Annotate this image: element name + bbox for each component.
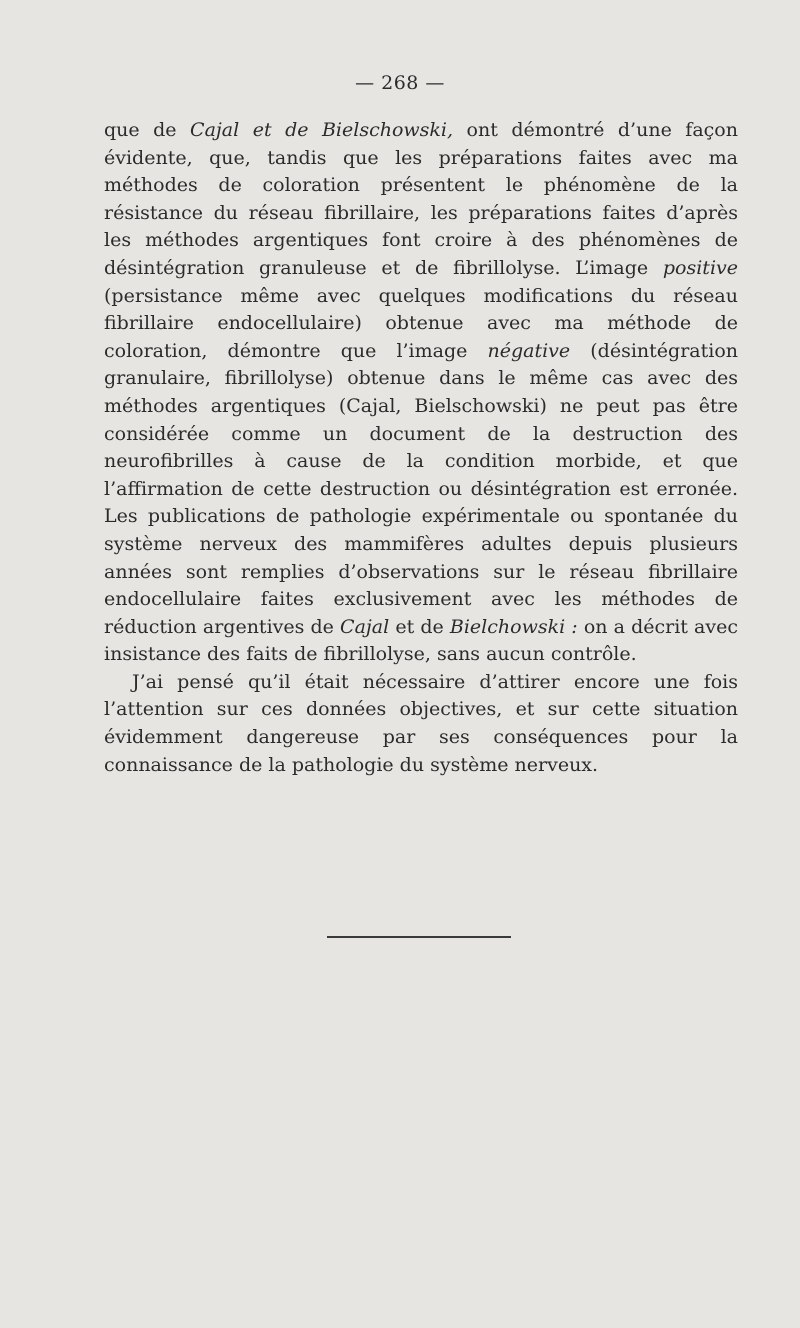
section-divider <box>327 936 511 938</box>
paragraph-1 <box>104 117 738 669</box>
text-segment: on a décrit avec insistance des faits de fibrillolyse, sans aucun contrôle. <box>104 615 739 666</box>
text-segment-italic: positive <box>662 256 738 279</box>
text-segment: que de <box>104 119 191 141</box>
text-segment-italic: Cajal <box>340 615 390 638</box>
page-number: — 268 — <box>355 72 445 94</box>
text-segment-italic: négative <box>487 339 571 362</box>
text-segment: et de <box>389 615 450 638</box>
text-segment-italic: Bielchowski : <box>449 615 578 638</box>
paragraph-2 <box>104 669 738 779</box>
text-segment: (persistance même avec quelques modifications du réseau fibrillaire endocellulaire) obtenue avec ma méthode de coloration, démontre que l’image <box>104 284 738 362</box>
text-segment: J’ai pensé qu’il était nécessaire d’attirer encore une fois l’attention sur ces données objectives, et sur cette situation évidemment dangereuse par ses conséquences pour la connaissance de la pathologie du système nerveux. <box>104 670 738 776</box>
text-segment-italic: Cajal et de Bielschowski, <box>190 119 454 141</box>
body-text <box>104 117 738 779</box>
text-segment: (désintégration granulaire, fibrillolyse) obtenue dans le même cas avec des méthodes argentiques (Cajal, Bielschowski) ne peut pas être considérée comme un document de la destruction des neurofibrilles à cause de la condition morbide, et que l’affirmation de cette destruction ou désintégration est erronée. Les publications de pathologie expérimentale ou spontanée du système nerveux des mammifères adultes depuis plusieurs années sont remplies d’observations sur le réseau fibrillaire endocellulaire faites exclusivement avec les méthodes de réduction argentives de <box>104 339 738 638</box>
text-segment: ont démontré d’une façon évidente, que, tandis que les préparations faites avec ma méthodes de coloration présentent le phénomène de la résistance du réseau fibrillaire, les préparations faites d’après les méthodes argentiques font croire à des phénomènes de désintégration granuleuse et de fibrillolyse. L’image <box>104 119 738 279</box>
